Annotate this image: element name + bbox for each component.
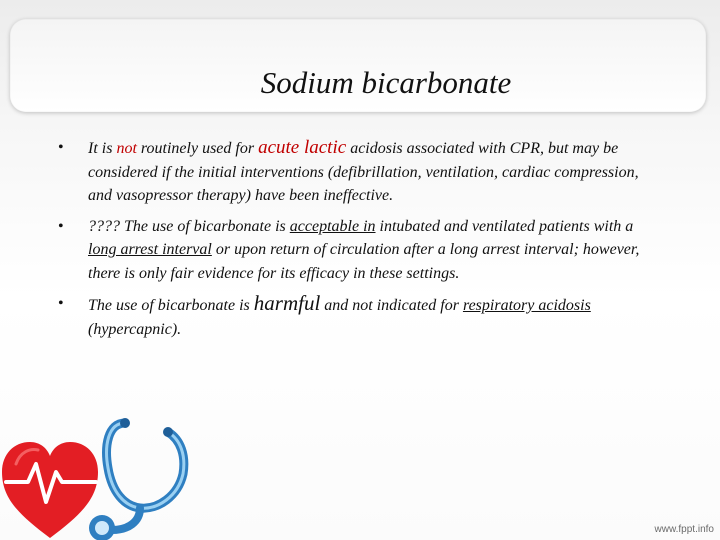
slide-title: Sodium bicarbonate xyxy=(260,65,512,100)
heart-stethoscope-icon xyxy=(0,410,200,540)
bullet1-emphasis-not: not xyxy=(116,140,137,157)
bullet1-text-3: acidosis associated with CPR, but may be considered if the initial interventions (defibrillation, ventilation, cardiac compression, and vasopressor therapy) have been ineffective. xyxy=(88,140,639,204)
bullet3-emphasis-harmful: harmful xyxy=(253,291,321,315)
bullet1-emphasis-acute-lactic: acute lactic xyxy=(258,137,347,158)
bullet2-underlined-long-arrest: long arrest interval xyxy=(88,241,212,258)
bullet3-text-3: (hypercapnic). xyxy=(88,320,182,338)
bullet2-text-3: or upon return of circulation after a long arrest interval; however, there is only fair evidence for its efficacy in these settings. xyxy=(88,241,640,282)
bullet2-text-2: intubated and ventilated patients with a xyxy=(375,217,634,235)
bullet3-underlined-respiratory-acidosis: respiratory acidosis xyxy=(462,297,591,314)
bullet-item-1 xyxy=(58,136,658,208)
bullet2-text-1: ???? The use of bicarbonate is xyxy=(88,217,290,235)
bullet1-text-1: It is xyxy=(88,140,117,157)
footer-url: www.fppt.info xyxy=(654,524,714,535)
bullet-item-2 xyxy=(58,215,658,286)
bullet3-text-2: and not indicated for xyxy=(320,297,463,314)
bullet-item-3 xyxy=(58,292,658,341)
bullet1-text-2: routinely used for xyxy=(136,140,259,157)
bullet3-text-1: The use of bicarbonate is xyxy=(88,297,254,314)
bullet-list xyxy=(58,136,658,348)
bullet2-underlined-acceptable: acceptable in xyxy=(289,217,376,235)
title-box xyxy=(10,19,706,112)
